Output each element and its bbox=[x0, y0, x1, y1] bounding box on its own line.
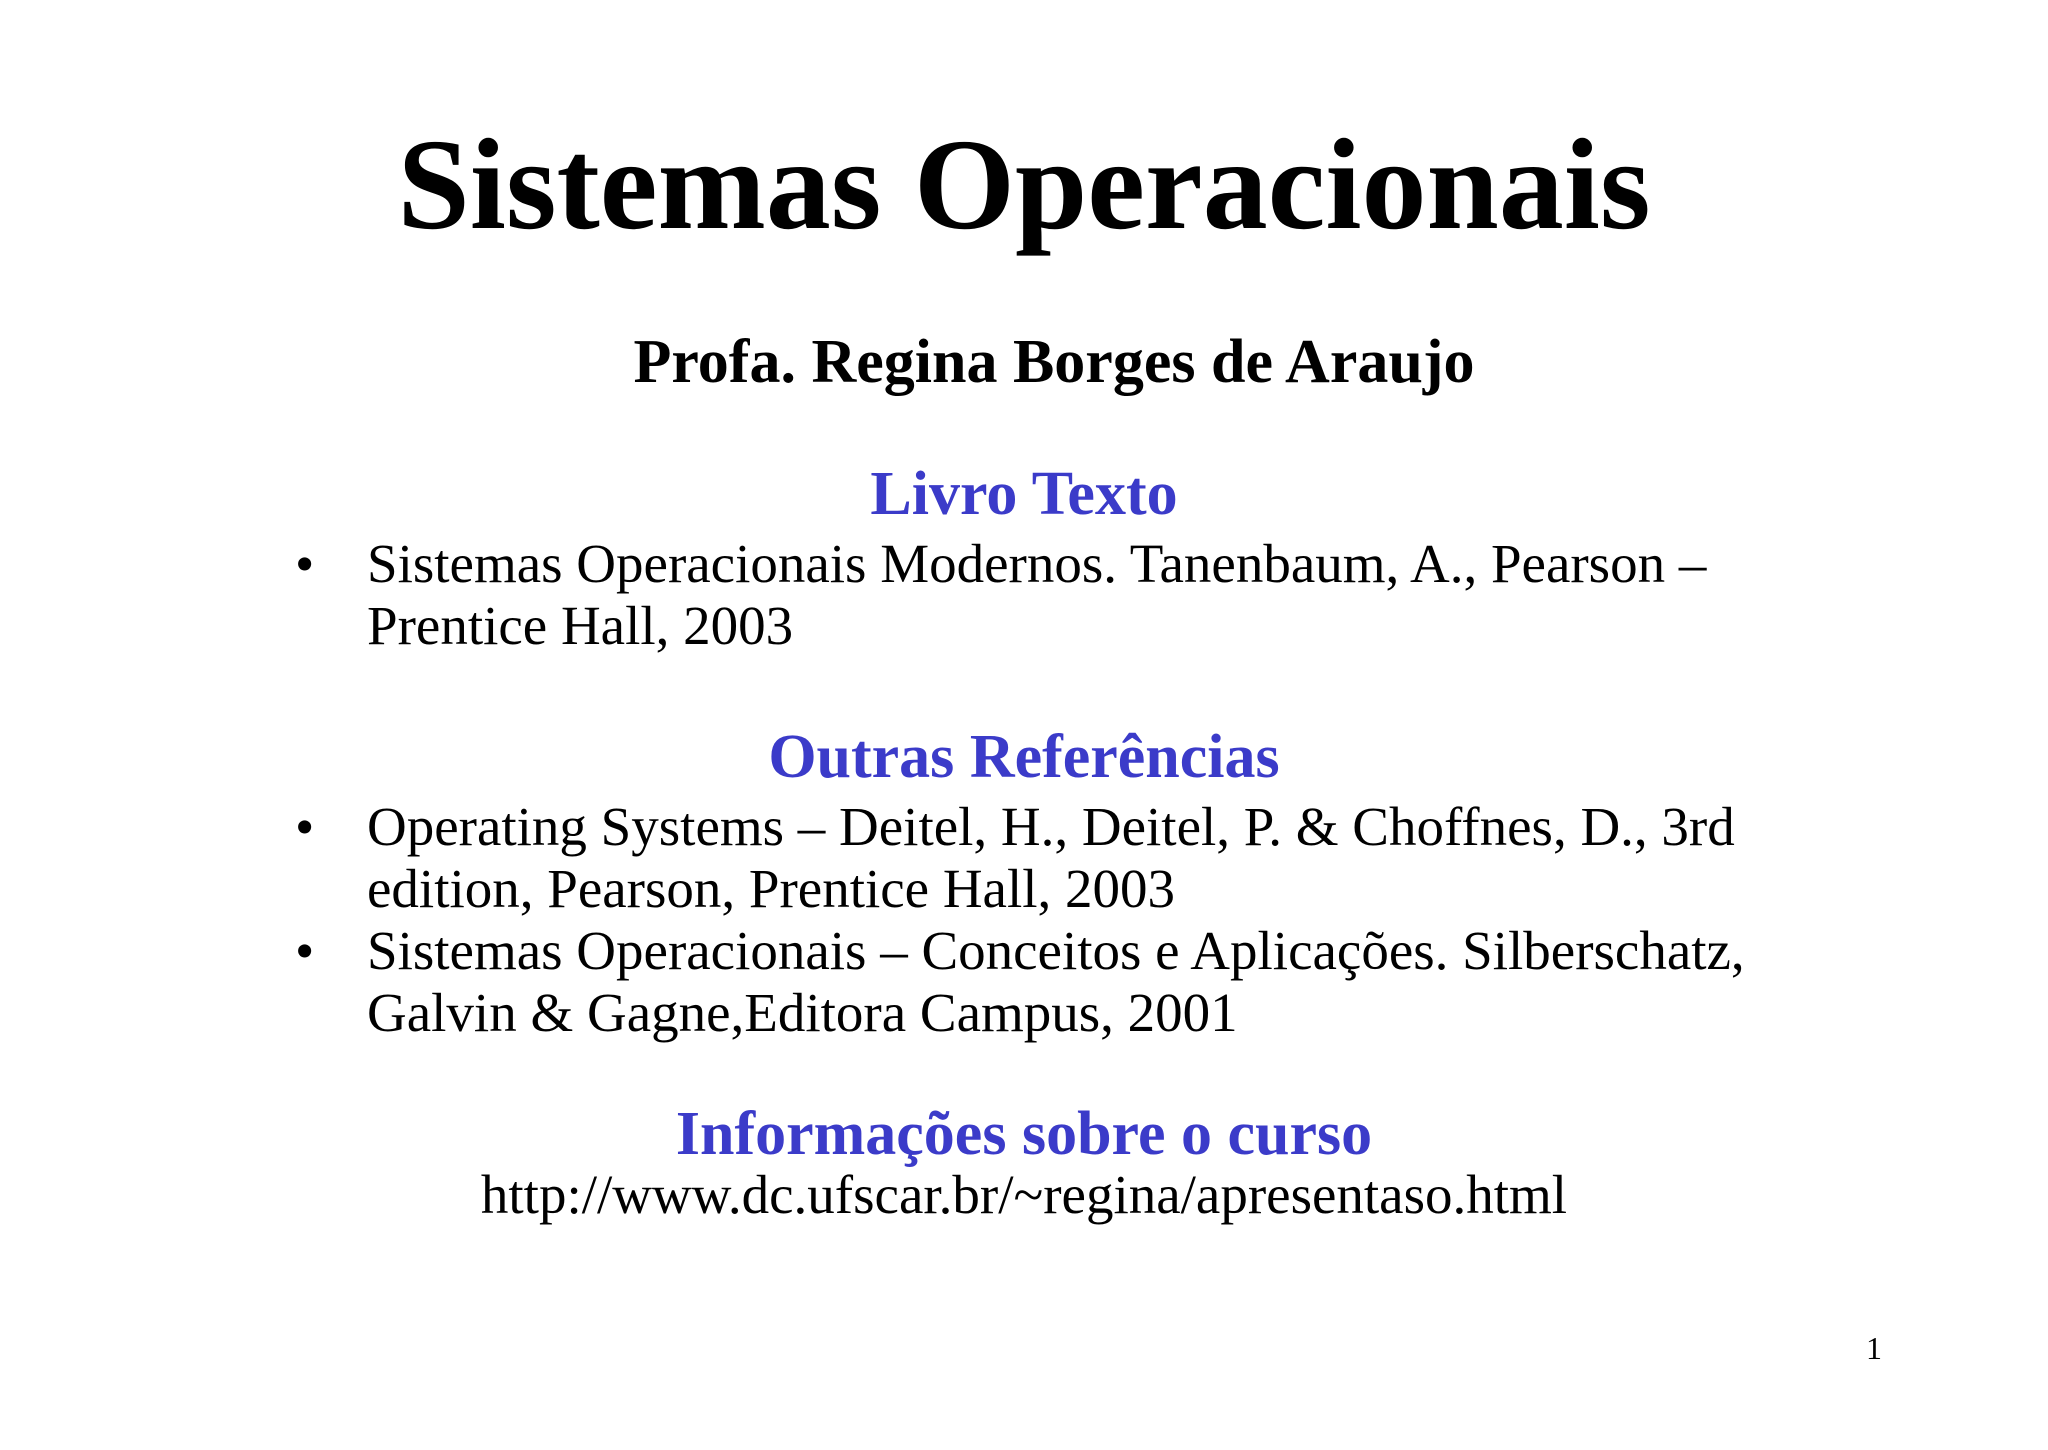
section-heading-informacoes-curso: Informações sobre o curso bbox=[675, 1100, 1373, 1168]
course-url-link[interactable]: http://www.dc.ufscar.br/~regina/apresentaso.html bbox=[480, 1164, 1568, 1225]
author-name: Profa. Regina Borges de Araujo bbox=[633, 328, 1475, 396]
reference-text: Operating Systems – Deitel, H., Deitel, P. & Choffnes, D., 3rd edition, Pearson, Prentice Hall, 2003 bbox=[367, 796, 1735, 919]
list-item bbox=[295, 920, 1855, 1044]
reference-text: Sistemas Operacionais Modernos. Tanenbaum, A., Pearson – Prentice Hall, 2003 bbox=[367, 533, 1707, 656]
bullet-icon: • bbox=[295, 533, 315, 594]
slide-title: Sistemas Operacionais bbox=[397, 113, 1651, 257]
section-heading-outras-referencias: Outras Referências bbox=[768, 723, 1280, 791]
livro-texto-list bbox=[295, 533, 1855, 657]
bullet-icon: • bbox=[295, 920, 315, 981]
list-item bbox=[295, 533, 1855, 657]
outras-referencias-list bbox=[295, 796, 1855, 1044]
bullet-icon: • bbox=[295, 796, 315, 857]
section-heading-livro-texto: Livro Texto bbox=[870, 460, 1178, 528]
list-item bbox=[295, 796, 1855, 920]
reference-text: Sistemas Operacionais – Conceitos e Aplicações. Silberschatz, Galvin & Gagne,Editora Campus, 2001 bbox=[367, 920, 1745, 1043]
page-number: 1 bbox=[1866, 1330, 1882, 1366]
